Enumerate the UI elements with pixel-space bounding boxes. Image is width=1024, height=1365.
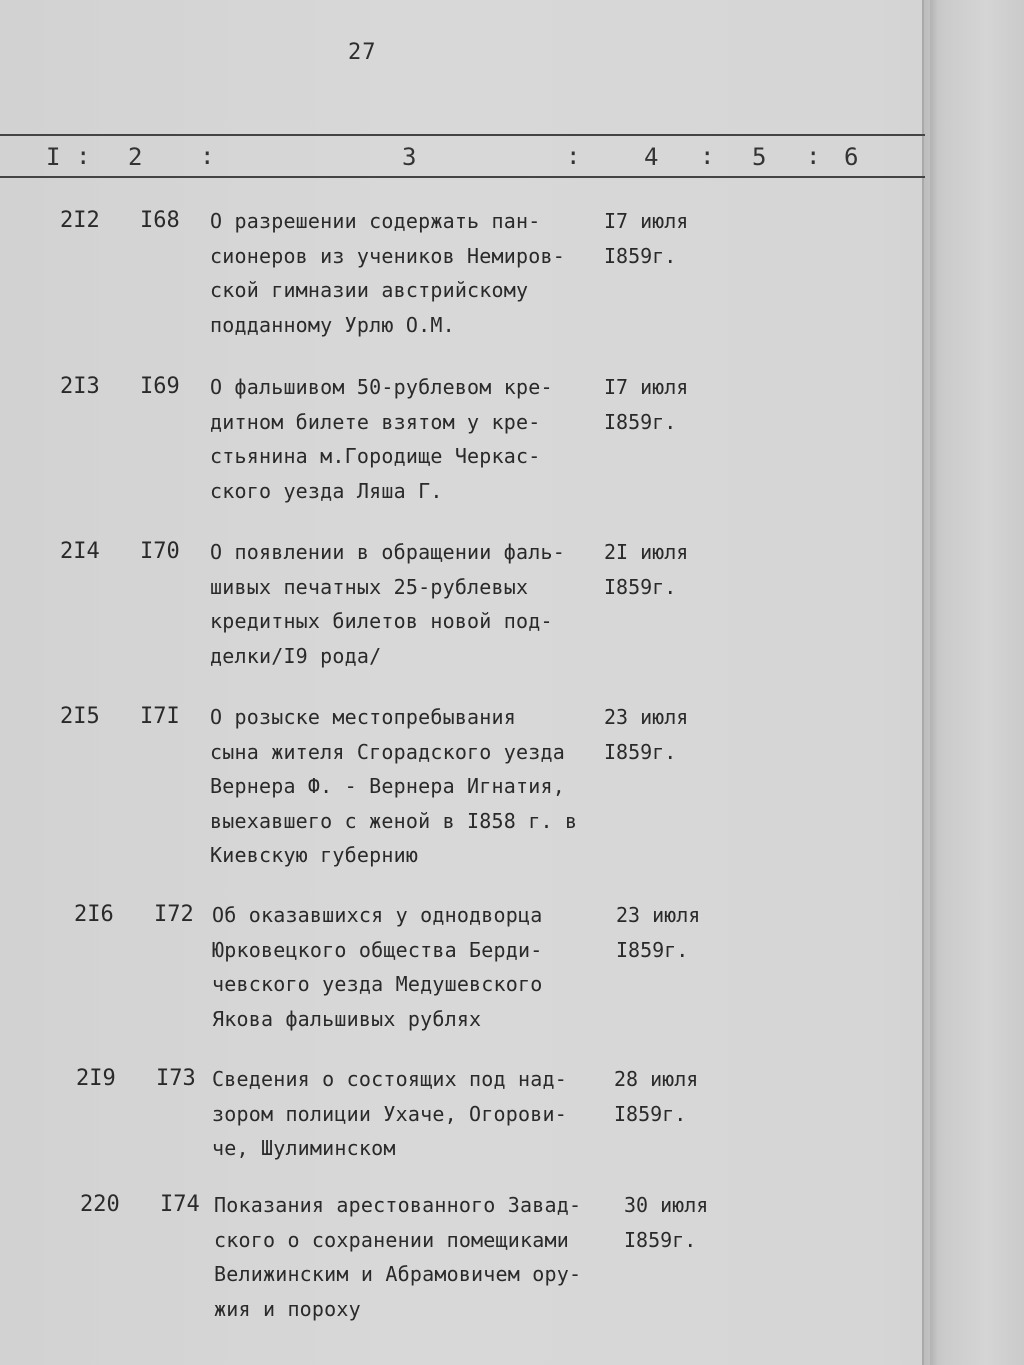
entry-number: 2I2 [60, 208, 100, 233]
file-number: I74 [160, 1192, 200, 1217]
date-day: I7 июля [604, 209, 689, 233]
description-line: О появлении в обращении фаль- [210, 540, 565, 564]
date-year: I859г. [616, 937, 689, 962]
entry-number: 2I9 [76, 1066, 116, 1091]
entry-description [210, 370, 610, 508]
column-header-2: 2 [128, 143, 143, 171]
description-line: Вернера Ф. - Вернера Игнатия, [210, 774, 565, 798]
entry-date [604, 204, 724, 273]
column-separator: : [806, 142, 821, 170]
header-rule-top [0, 134, 925, 136]
column-separator: : [700, 142, 715, 170]
description-line: Об оказавшихся у однодворца [212, 903, 543, 927]
description-line: жия и пороху [214, 1296, 361, 1321]
entry-description [210, 700, 610, 873]
entry-date [614, 1062, 734, 1131]
description-line: Показания арестованного Завад- [214, 1193, 582, 1217]
entry-date [604, 370, 724, 439]
file-number: I7I [140, 704, 180, 729]
date-day: 23 июля [616, 903, 701, 927]
file-number: I73 [156, 1066, 196, 1091]
date-year: I859г. [604, 574, 677, 599]
description-line: Якова фальшивых рублях [212, 1006, 482, 1031]
description-line: Киевскую губернию [210, 843, 419, 867]
column-separator: : [76, 142, 91, 170]
date-year: I859г. [604, 739, 677, 764]
description-line: че, Шулиминском [212, 1136, 396, 1160]
column-separator: : [566, 142, 581, 170]
file-number: I69 [140, 374, 180, 399]
column-header-1: I [46, 143, 61, 171]
description-line: делки/I9 рода/ [210, 643, 382, 668]
file-number: I72 [154, 902, 194, 927]
column-header-6: 6 [844, 143, 859, 171]
description-line: сына жителя Сгорадского уезда [210, 739, 565, 764]
column-separator: : [200, 142, 215, 170]
file-number: I70 [140, 539, 180, 564]
date-year: I859г. [614, 1101, 687, 1126]
description-line: ского уезда Ляша Г. [210, 478, 443, 503]
description-line: О разрешении содержать пан- [210, 209, 541, 233]
description-line: стьянина м.Городище Черкас- [210, 444, 541, 468]
entry-description [210, 204, 610, 342]
header-rule-bottom [0, 176, 925, 178]
column-header-4: 4 [644, 143, 659, 171]
entry-number: 2I3 [60, 374, 100, 399]
column-header-5: 5 [752, 143, 767, 171]
date-year: I859г. [604, 409, 677, 434]
description-line: Сведения о состоящих под над- [212, 1067, 567, 1091]
description-line: подданному Урлю О.М. [210, 312, 455, 337]
date-day: 28 июля [614, 1067, 699, 1091]
date-day: 30 июля [624, 1193, 709, 1217]
description-line: кредитных билетов новой под- [210, 609, 553, 633]
entry-date [604, 700, 724, 769]
entry-description [214, 1188, 614, 1326]
description-line: О фальшивом 50-рублевом кре- [210, 375, 553, 399]
description-line: сионеров из учеников Немиров- [210, 243, 565, 268]
description-line: О розыске местопребывания [210, 705, 517, 729]
entry-number: 2I5 [60, 704, 100, 729]
page-shadow [930, 0, 938, 1365]
entry-date [616, 898, 736, 967]
description-line: дитном билете взятом у кре- [210, 409, 541, 434]
date-day: 2I июля [604, 540, 689, 564]
date-year: I859г. [604, 243, 677, 268]
description-line: Юрковецкого общества Берди- [212, 937, 543, 962]
file-number: I68 [140, 208, 180, 233]
entry-number: 2I4 [60, 539, 100, 564]
entry-number: 2I6 [74, 902, 114, 927]
page-number: 27 [348, 40, 377, 65]
description-line: чевского уезда Медушевского [212, 972, 543, 996]
entry-description [212, 1062, 612, 1166]
description-line: выехавшего с женой в I858 г. в [210, 808, 578, 833]
entry-number: 220 [80, 1192, 120, 1217]
date-year: I859г. [624, 1227, 697, 1252]
description-line: Велижинским и Абрамовичем ору- [214, 1262, 582, 1286]
column-header-3: 3 [402, 143, 417, 171]
description-line: шивых печатных 25-рублевых [210, 574, 529, 599]
entry-description [210, 535, 610, 673]
date-day: 23 июля [604, 705, 689, 729]
entry-date [624, 1188, 744, 1257]
entry-date [604, 535, 724, 604]
entry-description [212, 898, 612, 1036]
description-line: ского о сохранении помещиками [214, 1227, 569, 1252]
date-day: I7 июля [604, 375, 689, 399]
description-line: зором полиции Ухаче, Огорови- [212, 1101, 567, 1126]
description-line: ской гимназии австрийскому [210, 278, 529, 302]
